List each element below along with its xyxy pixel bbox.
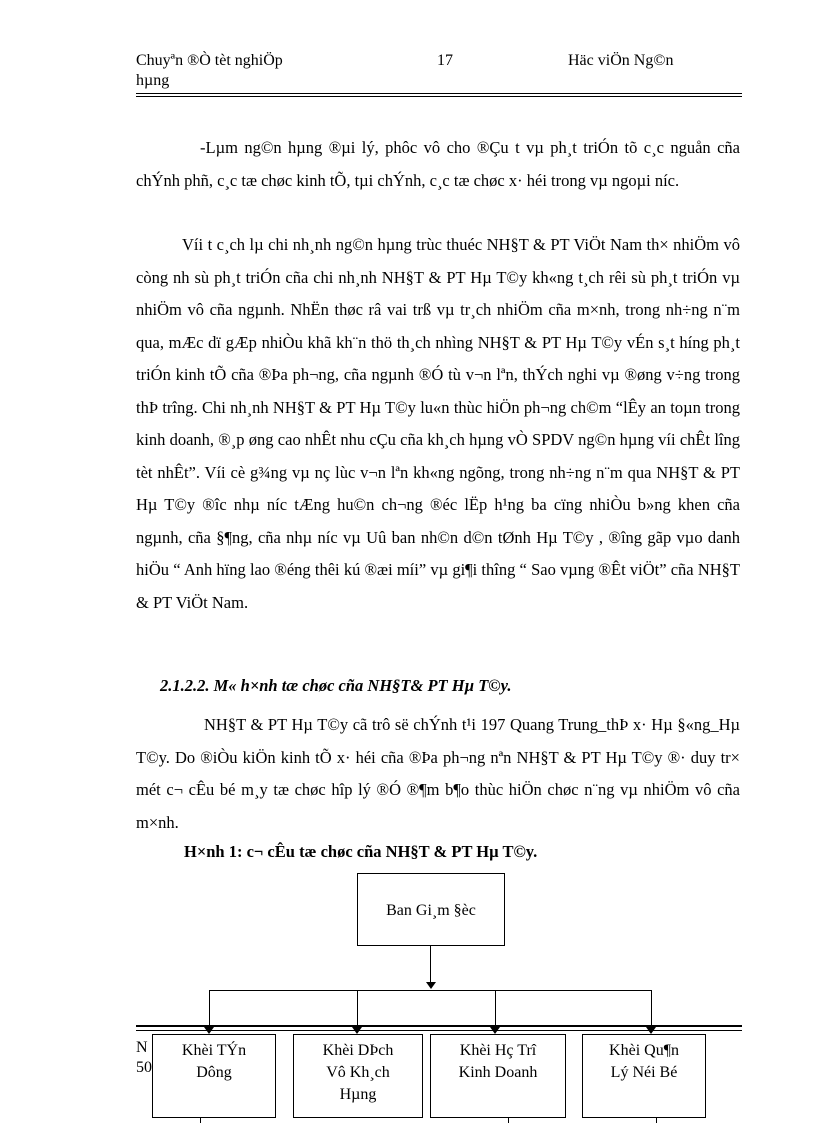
org-arrow-3 [490, 1027, 500, 1034]
org-division-internal-management [582, 1034, 706, 1118]
org-drop-1 [209, 990, 210, 1029]
org-division-customer-service [293, 1034, 423, 1118]
figure-caption: H×nh 1: c¬ cÊu tæ chøc cña NH§T & PT Hµ T©y. [184, 842, 538, 861]
org-connector-root [430, 946, 431, 986]
org-drop-3 [495, 990, 496, 1029]
page-number: 17 [437, 52, 453, 69]
paragraph-1-text: -Lµm ng©n hµng ®µi lý, phôc vô cho ®Çu t vµ ph¸t triÓn tõ c¸c nguån cña chÝnh phñ, c¸c tæ chøc kinh tÕ, tµi chÝnh, c¸c tæ chøc x· héi trong vµ ngoµi níc. [136, 138, 740, 190]
org-root-box [357, 873, 505, 946]
org-root-label: Ban Gi¸m §èc [386, 902, 476, 919]
header-left-line1: Chuyªn ®Ò tèt nghiÖp [136, 52, 283, 69]
header-right-title: Häc viÖn Ng©n [568, 52, 674, 69]
footer-text [136, 1038, 152, 1078]
org-division-internal-management-label: Khèi Qu¶n Lý Néi Bé [609, 1042, 679, 1081]
paragraph-3-text: NH§T & PT Hµ T©y cã trô së chÝnh t¹i 197 Quang Trung_thÞ x· Hµ §«ng_Hµ T©y. Do ®iÒu kiÖn kinh tÕ x· héi cña ®Þa ph¬ng nªn NH§T & PT Hµ T©y ®· duy tr× mét c¬ cÊu bé m¸y tæ chøc hîp lý ®Ó ®¶m b¶o thùc hiÖn chøc n¨ng vµ nhiÖm vô cña m×nh. [136, 715, 740, 832]
paragraph-3 [136, 709, 740, 839]
org-bus-line [209, 990, 652, 991]
org-division-business-support [430, 1034, 566, 1118]
paragraph-2-text: Víi t c¸ch lµ chi nh¸nh ng©n hµng trùc thuéc NH§T & PT ViÖt Nam th× nhiÖm vô còng nh sù ph¸t triÓn cña chi nh¸nh NH§T & PT Hµ T©y kh«ng t¸ch rêi sù ph¸t triÓn vµ nhiÖm vô cña ngµnh. NhËn thøc râ vai trß vµ tr¸ch nhiÖm cña m×nh, trong nh÷ng n¨m qua, mÆc dï gÆp nhiÒu khã kh¨n thö th¸ch nhìng NH§T & PT Hµ T©y vÉn s¸t híng ph¸t triÓn kinh tÕ cña ®Þa ph¬ng, cña ngµnh ®Ó tù v¬n lªn, thÝch nghi vµ ®øng v÷ng trong thÞ trîng. Chi nh¸nh NH§T & PT Hµ T©y lu«n thùc hiÖn ph¬ng ch©m “lÊy an toµn trong kinh doanh, ®¸p øng cao nhÊt nhu cÇu cña kh¸ch hµng vÒ SPDV ng©n hµng víi chÊt lîng tèt nhÊt”. Víi cè g¾ng vµ nç lùc v¬n lªn kh«ng ngõng, trong nh÷ng n¨m qua NH§T & PT Hµ T©y ®îc nhµ níc tÆng hu©n ch¬ng ®éc lËp h¹ng ba cïng nhiÒu b»ng khen cña ngµnh, cña §¶ng, cña nhµ níc vµ Uû ban nh©n d©n tØnh Hµ T©y , ®îng gãp vµo danh hiÖu “ Anh hïng lao ®éng thêi kú ®æi míi” vµ gi¶i thîng “ Sao vµng ®Êt viÖt” cña NH§T & PT ViÖt Nam. [136, 235, 740, 612]
paragraph-2 [136, 229, 740, 619]
org-drop-2 [357, 990, 358, 1029]
section-heading: 2.1.2.2. M« h×nh tæ chøc cña NH§T& PT Hµ T©y. [160, 676, 512, 695]
org-stub-4 [656, 1118, 657, 1123]
org-stub-3 [508, 1118, 509, 1123]
org-division-credit-label: Khèi TÝn Dông [181, 1042, 247, 1081]
org-arrow-root [426, 982, 436, 989]
footer-line1: N [136, 1039, 148, 1056]
org-division-business-support-label: Khèi Hç Trî Kinh Doanh [458, 1042, 538, 1081]
header-left-line2: hµng [136, 72, 170, 89]
header-left-title [136, 51, 283, 91]
org-division-credit [152, 1034, 276, 1118]
paragraph-1 [136, 132, 740, 197]
footer-line2: 50 [136, 1059, 152, 1076]
org-arrow-1 [204, 1027, 214, 1034]
org-arrow-4 [646, 1027, 656, 1034]
org-stub-1 [200, 1118, 201, 1123]
header-rule-bottom [136, 96, 742, 97]
org-division-customer-service-label: Khèi DÞch Vô Kh¸ch Hµng [322, 1042, 394, 1103]
org-arrow-2 [352, 1027, 362, 1034]
header-rule-top [136, 93, 742, 94]
org-drop-4 [651, 990, 652, 1029]
